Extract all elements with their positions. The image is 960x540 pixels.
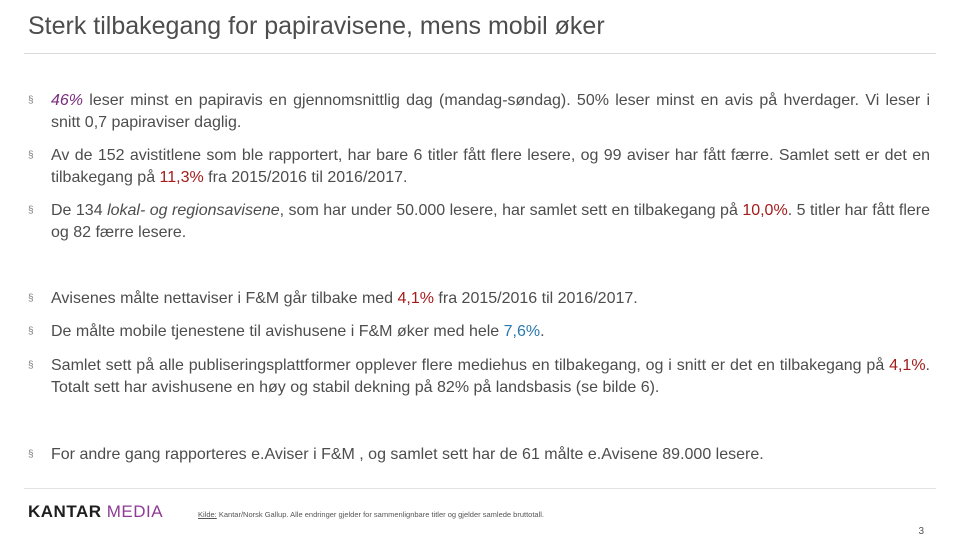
highlight-value: 4,1% (397, 290, 434, 307)
bullet-text (51, 288, 930, 310)
bullet-text (51, 200, 930, 244)
text-span: For andre gang rapporteres e.Aviser i F&M , og samlet sett har de 61 målte e.Avisene 89.000 lesere. (51, 446, 764, 463)
text-span: . 5 titler har fått flere og 82 færre lesere. (51, 202, 931, 241)
text-span: . (540, 323, 545, 340)
bullet-item-4 (28, 288, 930, 310)
text-span: fra 2015/2016 til 2016/2017. (433, 290, 638, 307)
bullet-item-5 (28, 321, 930, 343)
bullet-item-1 (28, 90, 930, 134)
title-divider (24, 53, 936, 54)
logo-text-kantar: KANTAR (28, 502, 107, 521)
text-span: Av de 152 avistitlene som ble rapportert, har bare 6 titler fått flere lesere, og 99 aviser har fått færre. Samlet sett er det en tilbakegang på (51, 147, 930, 186)
bullet-text (51, 355, 930, 399)
bullet-marker: § (28, 205, 34, 216)
bullet-item-6 (28, 355, 930, 399)
bullet-text (51, 90, 930, 134)
kantar-media-logo (28, 502, 163, 522)
bullet-item-2 (28, 145, 930, 189)
bullet-marker: § (28, 360, 34, 371)
bullet-marker: § (28, 95, 34, 106)
source-note (198, 510, 544, 519)
text-span: leser minst en papiravis en gjennomsnittlig dag (mandag-søndag). 50% leser minst en avis på hverdager. Vi leser i snitt 0,7 papiraviser daglig. (51, 92, 930, 131)
logo-text-media: MEDIA (106, 502, 164, 521)
italic-span: lokal- og regionsavisene (107, 202, 280, 219)
bullet-text (51, 444, 930, 466)
bullet-item-3 (28, 200, 930, 244)
source-label: Kilde: (198, 510, 217, 519)
highlight-value: 11,3% (159, 169, 204, 186)
bullet-text (51, 321, 930, 343)
highlight-value: 46% (51, 92, 84, 109)
text-span: Samlet sett på alle publiseringsplattformer opplever flere mediehus en tilbakegang, og i snitt er det en tilbakegang på (51, 357, 890, 374)
text-span: De 134 (51, 202, 108, 219)
source-text: Kantar/Norsk Gallup. Alle endringer gjelder for sammenlignbare titler og gjelder samlede bruttotall. (216, 510, 545, 519)
bullet-marker: § (28, 293, 34, 304)
bullet-item-7 (28, 444, 930, 466)
highlight-value: 10,0% (742, 202, 788, 219)
slide-title: Sterk tilbakegang for papiravisene, mens mobil øker (28, 12, 605, 40)
bullet-marker: § (28, 449, 34, 460)
bullet-marker: § (28, 150, 34, 161)
text-span: De målte mobile tjenestene til avishusene i F&M øker med hele (51, 323, 504, 340)
text-span: , som har under 50.000 lesere, har samlet sett en tilbakegang på (279, 202, 743, 219)
highlight-value: 7,6% (503, 323, 541, 340)
highlight-value: 4,1% (889, 357, 926, 374)
bullet-marker: § (28, 326, 34, 337)
text-span: Avisenes målte nettaviser i F&M går tilbake med (51, 290, 398, 307)
text-span: . Totalt sett har avishusene en høy og stabil dekning på 82% på landsbasis (se bilde 6). (51, 357, 930, 396)
footer-divider (24, 488, 936, 489)
bullet-text (51, 145, 930, 189)
page-number: 3 (918, 526, 924, 537)
text-span: fra 2015/2016 til 2016/2017. (203, 169, 408, 186)
